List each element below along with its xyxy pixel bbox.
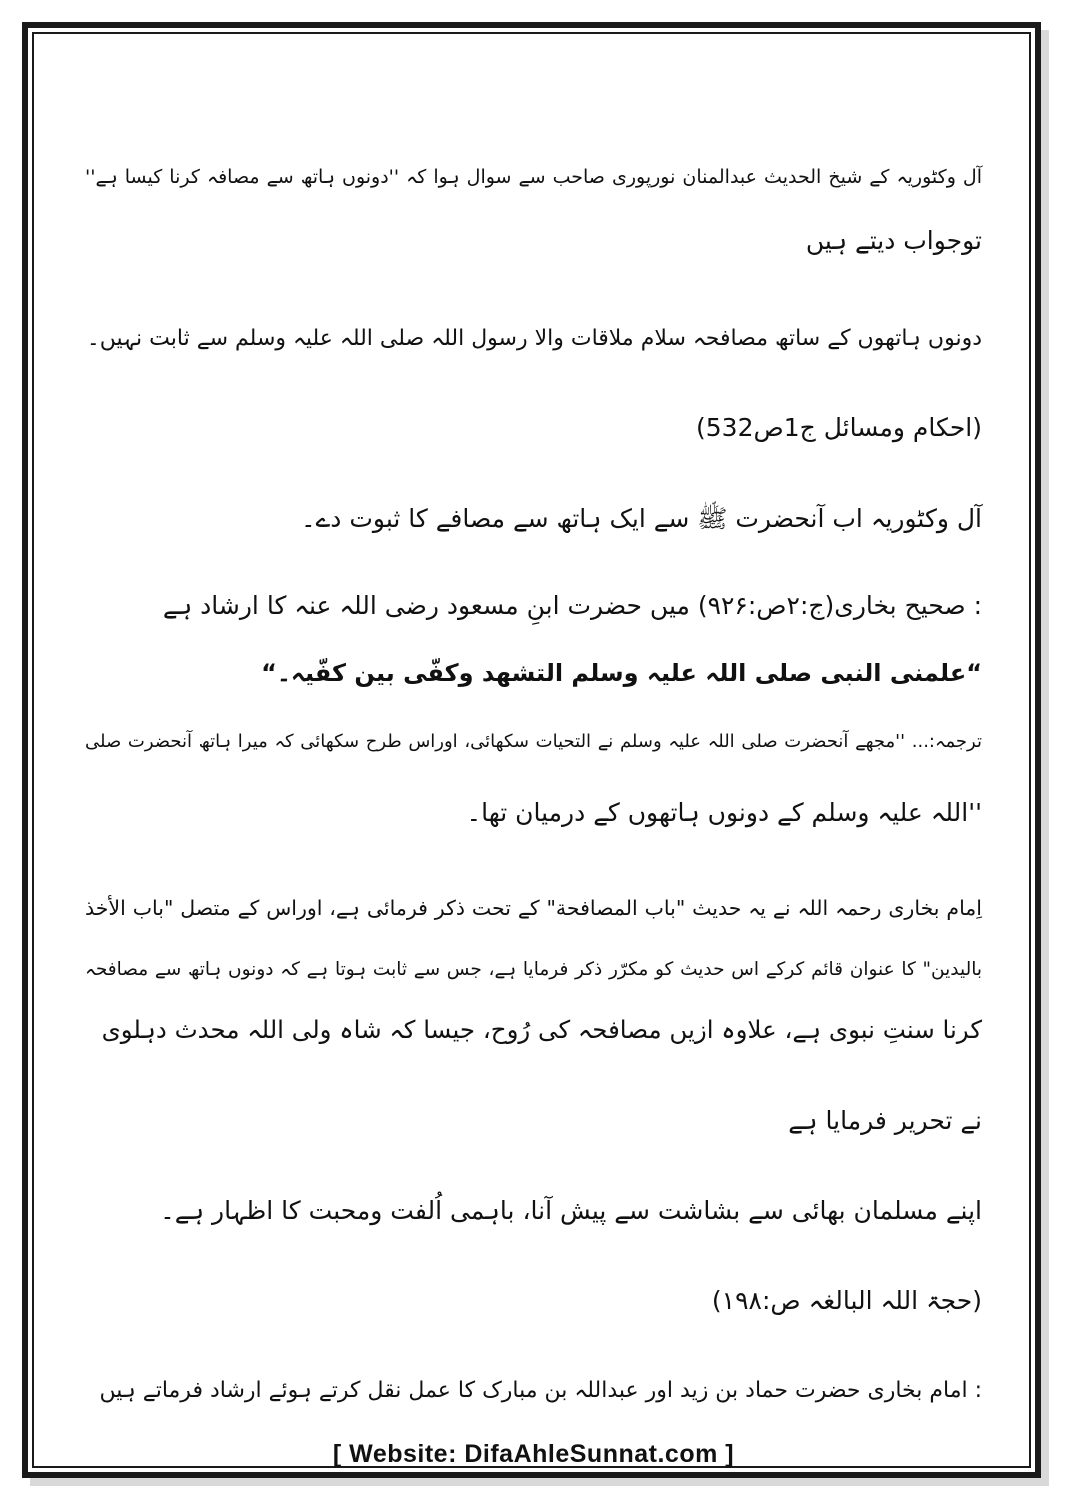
citation-line: (حجۃ اللہ البالغہ ص:۱۹۸)	[711, 1286, 982, 1315]
translation-line: ترجمہ:... ''مجھے آنحضرت صلی اللہ علیہ وسلم نے التحیات سکھائی، اوراس طرح سکھائی کہ میرا ہاتھ آنحضرت صلی	[85, 731, 982, 752]
paragraph-line: آل وکٹوریہ اب آنحضرت ﷺ سے ایک ہاتھ سے مصافے کا ثبوت دے۔	[301, 504, 982, 533]
paragraph-line: : صحیح بخاری(ج:۲ص:۹۲۶) میں حضرت ابنِ مسعود رضی اللہ عنہ کا ارشاد ہے	[162, 591, 982, 620]
arabic-hadith-line: “علمنی النبی صلی اللہ علیہ وسلم التشھد وکفّی بین کفّیہ۔“	[261, 659, 982, 687]
paragraph-line: توجواب دیتے ہیں	[805, 226, 982, 255]
paragraph-line: اپنے مسلمان بھائی سے بشاشت سے پیش آنا، باہمی اُلفت ومحبت کا اظہار ہے۔	[160, 1196, 982, 1225]
translation-line: ''اللہ علیہ وسلم کے دونوں ہاتھوں کے درمیان تھا۔	[466, 798, 982, 827]
paragraph-line: اِمام بخاری رحمہ اللہ نے یہ حدیث "باب المصافحة" کے تحت ذکر فرمائی ہے، اوراس کے متصل "باب الأخذ	[85, 896, 982, 920]
citation-line: (احکام ومسائل ج1ص532)	[696, 413, 982, 442]
paragraph-line: دونوں ہاتھوں کے ساتھ مصافحہ سلام ملاقات والا رسول اللہ صلی اللہ علیہ وسلم سے ثابت نہیں۔	[86, 326, 982, 351]
paragraph-line: بالیدین" کا عنوان قائم کرکے اس حدیث کو مکرّر ذکر فرمایا ہے، جس سے ثابت ہوتا ہے کہ دونوں ہاتھ سے مصافحہ	[85, 959, 982, 980]
paragraph-line: نے تحریر فرمایا ہے	[788, 1106, 982, 1135]
paragraph-line: کرنا سنتِ نبوی ہے، علاوہ ازیں مصافحہ کی رُوح، جیسا کہ شاہ ولی اللہ محدث دہلوی	[101, 1015, 982, 1044]
website-footer: [ Website: DifaAhleSunnat.com ]	[332, 1440, 735, 1468]
paragraph-line: : امام بخاری حضرت حماد بن زید اور عبداللہ بن مبارک کا عمل نقل کرتے ہوئے ارشاد فرماتے ہیں	[99, 1378, 982, 1403]
paragraph-line: آل وکٹوریہ کے شیخ الحدیث عبدالمنان نورپوری صاحب سے سوال ہوا کہ ''دونوں ہاتھ سے مصافہ کرنا کیسا ہے''	[85, 166, 982, 188]
